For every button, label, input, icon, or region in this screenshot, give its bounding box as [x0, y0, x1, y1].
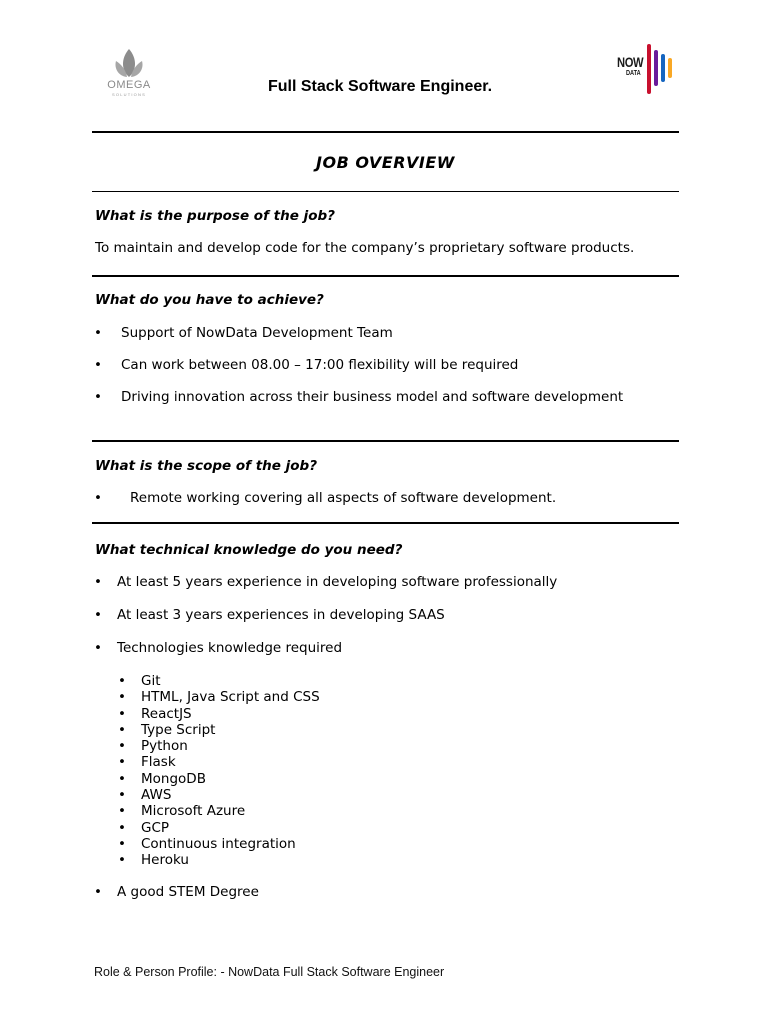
leaf-icon: [96, 46, 162, 80]
divider: [92, 131, 679, 133]
list-item: • Microsoft Azure: [118, 803, 320, 819]
list-item: • Python: [118, 738, 320, 754]
technologies-list: [118, 673, 320, 869]
scope-question: What is the scope of the job?: [95, 458, 318, 474]
omega-wordmark: OMEGA: [107, 79, 151, 91]
list-item: • ReactJS: [118, 706, 320, 722]
nowdata-logo: [614, 42, 678, 96]
divider: [92, 440, 679, 442]
page-footer: Role & Person Profile: - NowData Full Stack Software Engineer: [94, 965, 445, 979]
achieve-question: What do you have to achieve?: [95, 292, 324, 308]
list-item: • Git: [118, 673, 320, 689]
nowdata-word-now: NOW: [617, 54, 644, 70]
divider: [92, 275, 679, 277]
page-title: Full Stack Software Engineer.: [267, 78, 493, 95]
section-heading: JOB OVERVIEW: [316, 153, 455, 172]
divider: [92, 522, 679, 524]
nowdata-word-data: DATA: [626, 70, 641, 77]
list-item: • Type Script: [118, 722, 320, 738]
list-item: • Heroku: [118, 852, 320, 868]
omega-logo: [96, 46, 162, 100]
list-item: • MongoDB: [118, 771, 320, 787]
omega-subtext: SOLUTIONS: [112, 92, 146, 97]
divider: [92, 191, 679, 192]
list-item: • GCP: [118, 820, 320, 836]
list-item: • HTML, Java Script and CSS: [118, 689, 320, 705]
technical-question: What technical knowledge do you need?: [95, 542, 403, 558]
list-item: • AWS: [118, 787, 320, 803]
list-item: • Flask: [118, 754, 320, 770]
color-bars-icon: [644, 42, 678, 96]
list-item: • Continuous integration: [118, 836, 320, 852]
purpose-question: What is the purpose of the job?: [95, 208, 335, 224]
purpose-answer: To maintain and develop code for the company’s proprietary software products.: [95, 240, 635, 256]
